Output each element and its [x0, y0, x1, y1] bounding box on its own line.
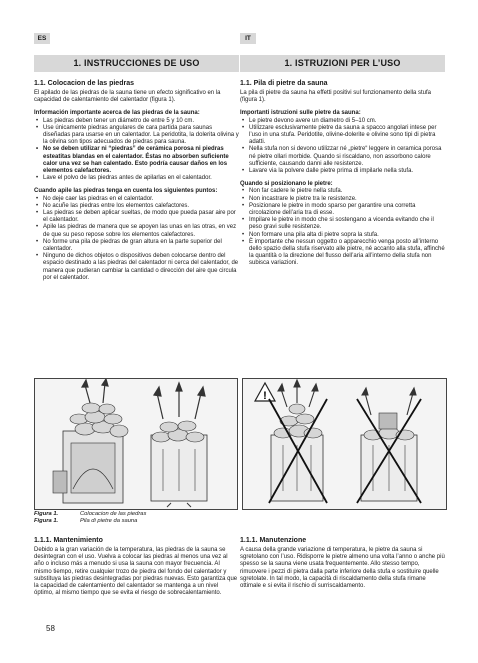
- list-item: • Lave el polvo de las piedras antes de apilarlas en el calentador.: [43, 175, 239, 182]
- caption-label-it: Figura 1.: [34, 518, 59, 524]
- figure-caption: [34, 511, 146, 525]
- stack-list-it: [240, 188, 445, 267]
- stack-title-it: Quando si posizionano le pietre:: [240, 181, 333, 188]
- maintenance-text-es: Debido a la gran variación de la temperatura, las piedras de la sauna se desintegran con el uso. Vuelva a colocar las piedras al menos una vez al año o incluso más a menudo si usa la sauna con mayor frecuencia. Al mismo tiempo, retire cualquier trozo de piedra del fondo del calentador y substituya las piedras desintegradas por piedras nuevas. Esto garantiza que la capacidad de calentamiento del calentador se mantenga a un nivel óptimo, al mismo tiempo que se evita el riesgo de sobrecalentamiento.: [34, 547, 238, 597]
- lang-tag-es: ES: [34, 33, 50, 44]
- stack-list-es: [34, 196, 239, 282]
- list-item: • No se deben utilizar ni “piedras” de cerámica porosa ni piedras esteatitas blandas en el calentador. Éstas no absorben suficiente calor una vez se han calentado. Esto podría causar daños en los elementos calefactores.: [43, 146, 239, 175]
- section-banner-es: 1. INSTRUCCIONES DE USO: [34, 55, 239, 72]
- page-number: 58: [46, 624, 55, 633]
- info-title-it: Importanti istruzioni sulle pietre da sauna:: [240, 110, 361, 117]
- list-item: • No forme una pila de piedras de gran altura en la parte superior del calentador.: [43, 239, 239, 253]
- caption-label-es: Figura 1.: [34, 511, 59, 517]
- intro-text-es: El apilado de las piedras de la sauna tiene un efecto significativo en la capacidad de calentamiento del calentador (figura 1).: [34, 90, 221, 104]
- caption-text-it: Pila di pietre da sauna: [80, 518, 138, 524]
- list-item: • Nella stufa non si devono utilizzar né „pietre“ leggere in ceramica porosa né pietre ollari morbide. Quando si riscaldano, non assorbono calore sufficiente, causando danni alle resistenze.: [249, 146, 445, 168]
- list-item: • No acuñe las piedras entre los elementos calefactores.: [43, 203, 239, 210]
- section-banner-it: 1. ISTRUZIONI PER L’USO: [240, 55, 445, 72]
- info-list-it: [240, 118, 445, 176]
- list-item: • Use únicamente piedras angulares de cara partida para saunas diseñadas para usarse en un calentador. La peridotita, la dolerita olivina y la olivina son tipos adecuados de piedras para sauna.: [43, 125, 239, 147]
- list-item: • È importante che nessun oggetto o apparecchio venga posto all’interno dello spazio della stufa riservato alle pietre, né accanto alla stufa, affinché la quantità o la direzione del flusso dell’aria all’interno della stufa non subisca variazioni.: [249, 239, 445, 268]
- maintenance-es: [34, 537, 239, 597]
- heading-stone-stacking-es: 1.1. Colocacion de las piedras: [34, 80, 134, 87]
- list-item: • No deje caer las piedras en el calentador.: [43, 196, 239, 203]
- column-it: [240, 55, 445, 268]
- list-item: • Ninguno de dichos objetos o dispositivos deben colocarse dentro del espacio destinado a las piedras del calentador ni cerca del calentador, de manera que pudieran cambiar la cantidad o dirección del aire que circula por el calentador.: [43, 253, 239, 282]
- warning-mark: !: [263, 390, 267, 402]
- list-item: • Utilizzare esclusivamente pietre da sauna a spacco angolari intese per l’uso in una stufa. Peridotite, olivine-dolerite e olivine sono tipi di pietra adatti.: [249, 125, 445, 147]
- heater-illustration-incorrect: [243, 379, 446, 509]
- figure-correct-stacking: [34, 378, 238, 510]
- list-item: • Impilare le pietre in modo che si sostengano a vicenda evitando che il peso gravi sulle resistenze.: [249, 217, 445, 231]
- heater-illustration-correct: [35, 379, 237, 509]
- list-item: • Lavare via la polvere dalle pietre prima di impilarle nella stufa.: [249, 168, 445, 175]
- list-item: • Non formare una pila alta di pietre sopra la stufa.: [249, 232, 445, 239]
- maintenance-it: [240, 537, 445, 590]
- intro-text-it: La pila di pietre da sauna ha effetti positivi sul funzionamento della stufa (figura 1).: [240, 90, 432, 104]
- list-item: • Las piedras deben tener un diámetro de entre 5 y 10 cm.: [43, 118, 239, 125]
- list-item: • Non far cadere le pietre nella stufa.: [249, 188, 445, 195]
- list-item: • Apile las piedras de manera que se apoyen las unas en las otras, en vez de que su peso repose sobre los elementos calefactores.: [43, 224, 239, 238]
- list-item: • Non incastrare le pietre tra le resistenze.: [249, 196, 445, 203]
- figure-1: [34, 378, 445, 508]
- list-item: • Posizionare le pietre in modo sparso per garantire una corretta circolazione dell’aria tra di esse.: [249, 203, 445, 217]
- info-list-es: [34, 118, 239, 183]
- heading-maintenance-it: 1.1.1. Manutenzione: [240, 537, 307, 544]
- info-title-es: Información importante acerca de las piedras de la sauna:: [34, 110, 200, 117]
- heading-stone-stacking-it: 1.1. Pila di pietre da sauna: [240, 80, 328, 87]
- lang-tag-it: IT: [240, 33, 256, 44]
- heading-maintenance-es: 1.1.1. Mantenimiento: [34, 537, 103, 544]
- maintenance-text-it: A causa della grande variazione di temperatura, le pietre da sauna si sgretolano con l’uso. Ridisporre le pietre almeno una volta l’anno o anche più spesso se la sauna viene usata frequentemente. Allo stesso tempo, rimuovere i pezzi di pietra dalla parte inferiore della stufa e sostituire quelle sgretolate. In tal modo, la capacità di riscaldamento della stufa rimane ottimale e si evita il rischio di surriscaldamento.: [240, 547, 445, 590]
- column-es: [34, 55, 239, 282]
- caption-text-es: Colocacion de las piedras: [80, 511, 147, 517]
- list-item: • Las piedras se deben aplicar sueltas, de modo que pueda pasar aire por el calentador.: [43, 210, 239, 224]
- figure-incorrect-stacking: [242, 378, 447, 510]
- stack-title-es: Cuando apile las piedras tenga en cuenta los siguientes puntos:: [34, 188, 218, 195]
- list-item: • Le pietre devono avere un diametro di 5–10 cm.: [249, 118, 445, 125]
